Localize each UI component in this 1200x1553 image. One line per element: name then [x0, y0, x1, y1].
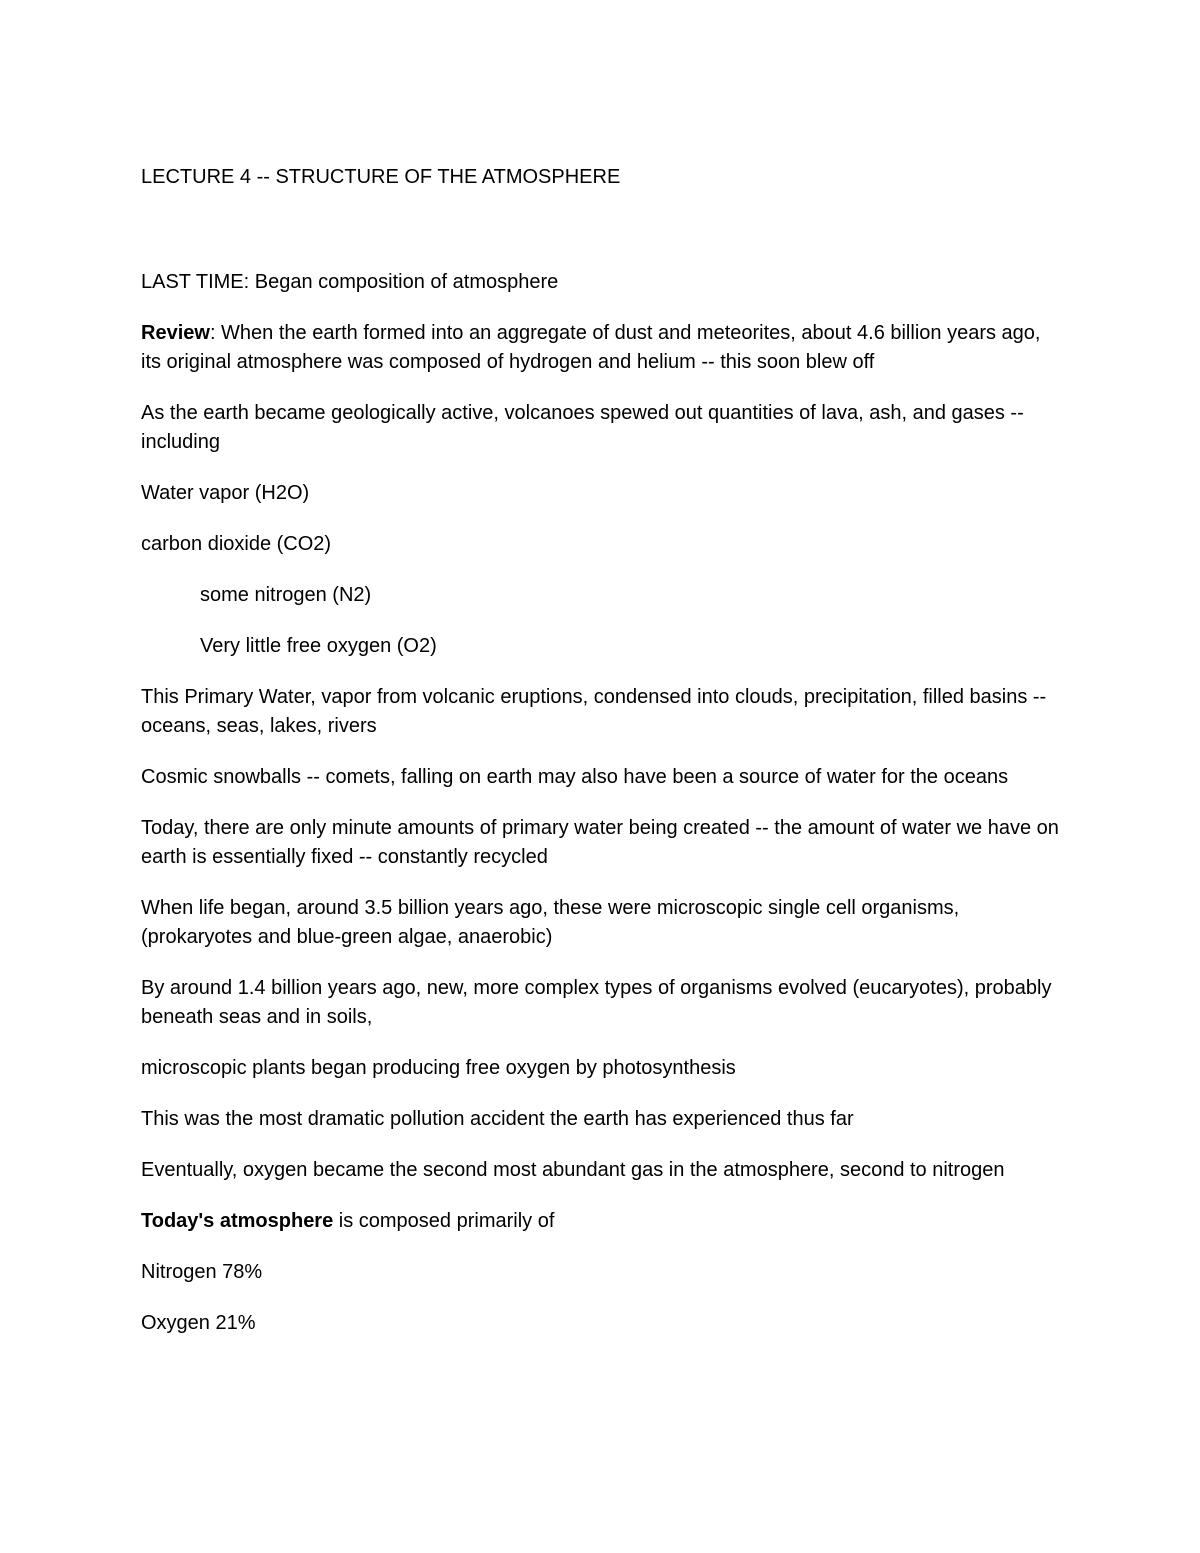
pollution-paragraph: This was the most dramatic pollution accident the earth has experienced thus far [141, 1108, 854, 1130]
gas-nitrogen: some nitrogen (N2) [200, 584, 372, 606]
document-body [141, 163, 1061, 1360]
todays-atmosphere-label: Today's atmosphere [141, 1210, 334, 1232]
review-text: : When the earth formed into an aggregate of dust and meteorites, about 4.6 billion years ago, its original atmosphere was composed of hydrogen and helium -- this soon blew off [141, 322, 1041, 373]
last-time-paragraph: LAST TIME: Began composition of atmosphere [141, 271, 559, 293]
eucaryotes-paragraph: By around 1.4 billion years ago, new, more complex types of organisms evolved (eucaryotes), probably beneath seas and in soils, [141, 977, 1052, 1028]
oxygen-abundant-paragraph: Eventually, oxygen became the second most abundant gas in the atmosphere, second to nitrogen [141, 1159, 1005, 1181]
life-began-paragraph: When life began, around 3.5 billion years ago, these were microscopic single cell organisms, (prokaryotes and blue-green algae, anaerobic) [141, 897, 960, 948]
comets-paragraph: Cosmic snowballs -- comets, falling on earth may also have been a source of water for the oceans [141, 766, 1009, 788]
volcanic-paragraph: As the earth became geologically active, volcanoes spewed out quantities of lava, ash, and gases -- including [141, 402, 1024, 453]
gas-carbon-dioxide: carbon dioxide (CO2) [141, 533, 332, 555]
todays-atmosphere-text: is composed primarily of [333, 1210, 555, 1232]
lecture-title: LECTURE 4 -- STRUCTURE OF THE ATMOSPHERE [141, 166, 621, 188]
nitrogen-percentage: Nitrogen 78% [141, 1261, 263, 1283]
review-paragraph [141, 319, 1061, 377]
oxygen-percentage: Oxygen 21% [141, 1312, 256, 1334]
gas-water-vapor: Water vapor (H2O) [141, 482, 310, 504]
photosynthesis-paragraph: microscopic plants began producing free oxygen by photosynthesis [141, 1057, 736, 1079]
gas-oxygen: Very little free oxygen (O2) [200, 635, 437, 657]
today-water-paragraph: Today, there are only minute amounts of primary water being created -- the amount of water we have on earth is essentially fixed -- constantly recycled [141, 817, 1059, 868]
todays-atmosphere-paragraph [141, 1207, 1061, 1236]
primary-water-paragraph: This Primary Water, vapor from volcanic eruptions, condensed into clouds, precipitation, filled basins -- oceans, seas, lakes, rivers [141, 686, 1047, 737]
review-label: Review [141, 322, 210, 344]
